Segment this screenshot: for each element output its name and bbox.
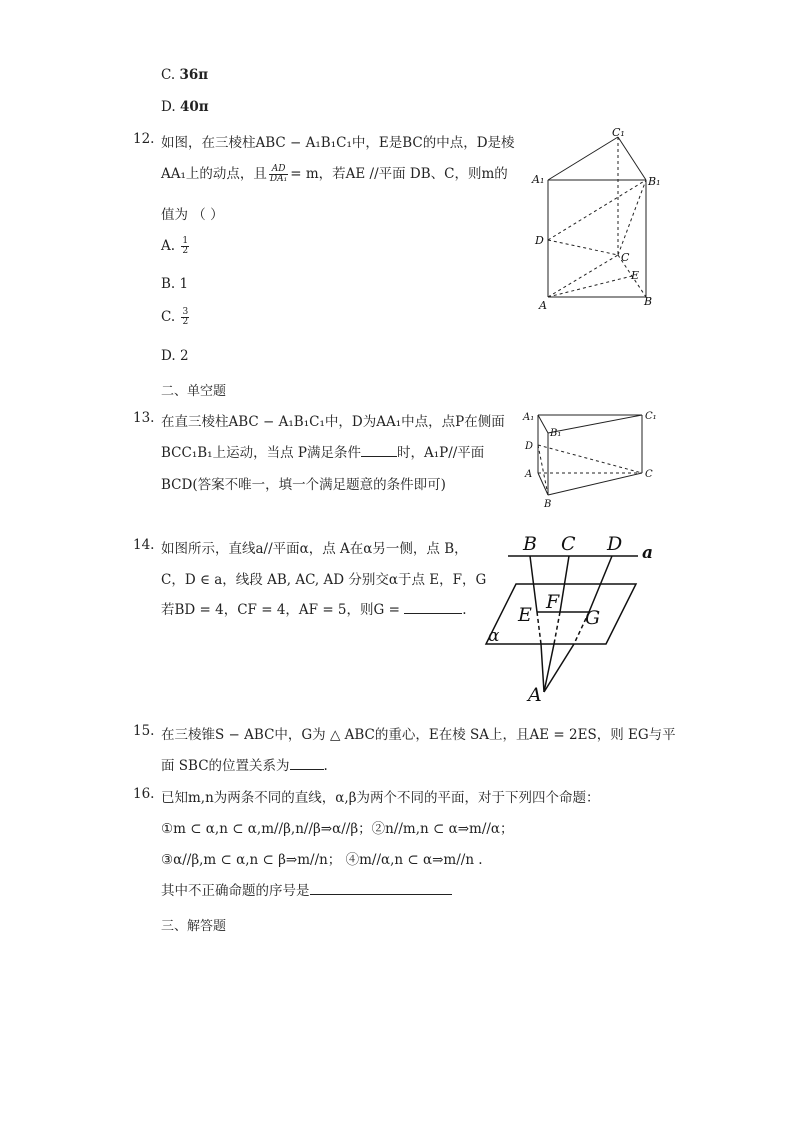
q13-line2: BCC₁B₁上运动，当点 P满足条件 时，A₁P//平面: [161, 445, 485, 461]
section-heading-fill-blank: 二、单空题: [161, 384, 227, 399]
q14-line3: 若BD = 4，CF = 4，AF = 5，则G = .: [161, 602, 467, 618]
q14-line1: 如图所示，直线a//平面α，点 A在α另一侧，点 B，: [161, 541, 468, 557]
q16-number: 16.: [133, 786, 155, 802]
q13-answer-blank: [361, 444, 397, 457]
q14-label-d: D: [607, 533, 623, 555]
q16-line3: ③α//β,m ⊂ α,n ⊂ β⇒m//n； ④m//α,n ⊂ α⇒m//n .: [161, 852, 483, 868]
q14-label-f: F: [546, 591, 560, 613]
q12-label-c1: C₁: [612, 126, 625, 139]
q12-label-b: B: [644, 295, 653, 308]
q14-number: 14.: [133, 537, 155, 553]
q12-label-d: D: [535, 234, 544, 247]
q16-line1: 已知m,n为两条不同的直线，α,β为两个不同的平面，对于下列四个命题：: [161, 790, 600, 806]
q13-label-d: D: [525, 441, 534, 452]
q12-option-d: D. 2: [161, 348, 189, 364]
q15-number: 15.: [133, 723, 155, 739]
q13-label-b1: B₁: [550, 428, 562, 439]
q12-label-e: E: [631, 269, 640, 282]
q12-label-a1: A₁: [532, 173, 545, 186]
q12-label-b1: B₁: [648, 175, 661, 188]
q13-line1: 在直三棱柱ABC − A₁B₁C₁中，D为AA₁中点，点P在侧面: [161, 414, 505, 430]
q12-label-a: A: [539, 299, 547, 312]
q12-line2: AA₁上的动点，且 $\frac{AD}{\text{DA₁}}$ = m，若AE //平面 DB、C，则m的: [161, 164, 508, 184]
q13-label-a: A: [525, 469, 533, 480]
q15-line1: 在三棱锥S − ABC中，G为 △ ABC的重心，E在棱 SA上，且AE = 2ES，则 EG与平: [161, 727, 676, 743]
q13-label-b: B: [544, 499, 552, 510]
q12-line1: 如图，在三棱柱ABC − A₁B₁C₁中，E是BC的中点，D是棱: [161, 135, 515, 151]
q13-prism-figure: [520, 403, 665, 513]
q13-label-a1: A₁: [523, 412, 535, 423]
q13-number: 13.: [133, 410, 155, 426]
q13-label-c1: C₁: [645, 411, 657, 422]
q16-line2: ①m ⊂ α,n ⊂ α,m//β,n//β⇒α//β；②n//m,n ⊂ α⇒m//α；: [161, 821, 514, 837]
q16-answer-blank: [310, 882, 452, 895]
q12-number: 12.: [133, 131, 155, 147]
q12-fraction: $\frac{AD}{\text{DA₁}}$: [269, 164, 288, 184]
q12-label-c: C: [621, 251, 630, 264]
q14-label-alpha: α: [488, 626, 500, 646]
q12-prism-figure: [530, 125, 665, 315]
q14-line2: C，D ∈ a，线段 AB, AC, AD 分别交α于点 E，F，G: [161, 572, 487, 588]
q14-label-e: E: [518, 604, 532, 626]
q14-label-g: G: [585, 607, 601, 629]
q11-option-c: C. 36π: [161, 67, 209, 83]
q12-line3: 值为 （ ）: [161, 207, 224, 223]
q12-option-b: B. 1: [161, 276, 189, 292]
q14-plane-figure: [478, 528, 668, 706]
q11-option-c-text: 36π: [179, 67, 209, 83]
q14-label-c: C: [561, 533, 576, 555]
q11-option-d: D. 40π: [161, 99, 209, 115]
q15-answer-blank: [290, 757, 324, 770]
section-heading-solutions: 三、解答题: [161, 919, 227, 934]
q14-answer-blank: [404, 601, 462, 614]
q12-option-c: C. $\frac{3}{2}$: [161, 307, 189, 327]
q15-line2: 面 SBC的位置关系为 .: [161, 758, 328, 774]
q13-label-c: C: [645, 469, 653, 480]
q14-label-line-a: a: [642, 543, 654, 563]
q14-label-b: B: [523, 533, 537, 555]
q14-label-a: A: [528, 684, 542, 706]
q12-option-a: A. $\frac{1}{2}$: [161, 236, 189, 256]
q11-option-d-text: 40π: [179, 99, 209, 115]
q13-line3: BCD(答案不唯一，填一个满足题意的条件即可): [161, 477, 446, 493]
q16-line4: 其中不正确命题的序号是: [161, 879, 452, 899]
